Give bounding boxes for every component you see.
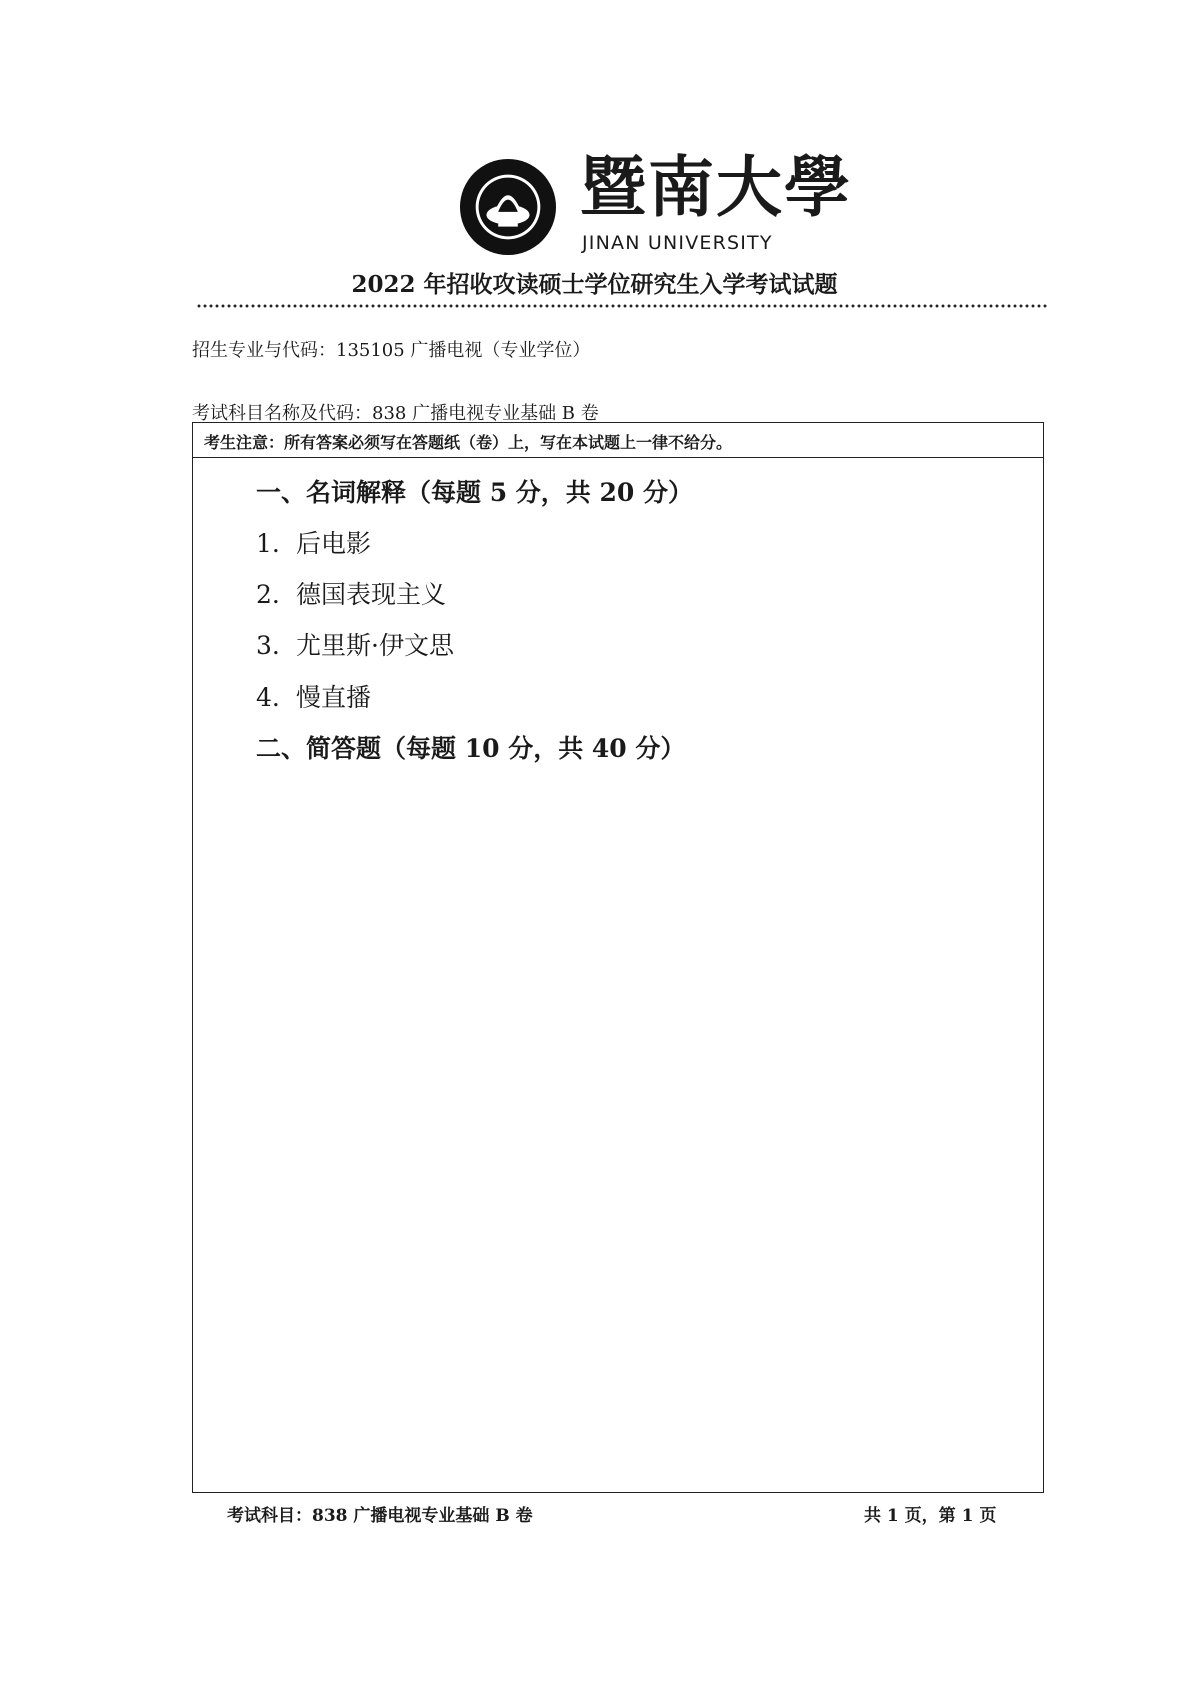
university-seal-logo — [459, 158, 557, 256]
question-item — [256, 626, 454, 662]
section-heading-terms: 一、名词解释（每题 5 分，共 20 分） — [256, 478, 694, 507]
exam-title: 2022 年招收攻读硕士学位研究生入学考试试题 — [351, 271, 838, 298]
question-number: 2. — [256, 580, 280, 609]
candidate-notice: 考生注意：所有答案必须写在答题纸（卷）上，写在本试题上一律不给分。 — [204, 433, 733, 452]
major-code-line: 招生专业与代码：135105 广播电视（专业学位） — [192, 340, 591, 361]
question-text: 尤里斯·伊文思 — [296, 631, 454, 660]
footer-subject: 考试科目：838 广播电视专业基础 B 卷 — [227, 1506, 533, 1526]
question-text: 后电影 — [296, 529, 372, 558]
question-item — [256, 524, 371, 560]
question-number: 4. — [256, 683, 280, 712]
notice-bar — [193, 423, 1043, 458]
question-item — [256, 678, 371, 714]
question-number: 3. — [256, 631, 280, 660]
question-text: 慢直播 — [296, 683, 372, 712]
dotted-divider — [196, 303, 1048, 309]
subject-code-line: 考试科目名称及代码：838 广播电视专业基础 B 卷 — [192, 403, 599, 424]
section-heading-short-answer: 二、简答题（每题 10 分，共 40 分） — [256, 734, 686, 763]
question-item — [256, 575, 446, 611]
university-name-chinese: 暨南大學 — [580, 148, 852, 226]
question-text: 德国表现主义 — [296, 580, 447, 609]
footer-page-count: 共 1 页，第 1 页 — [864, 1506, 997, 1526]
university-name-english: JINAN UNIVERSITY — [582, 232, 773, 254]
question-number: 1. — [256, 529, 280, 558]
exam-question-box — [192, 422, 1044, 1493]
